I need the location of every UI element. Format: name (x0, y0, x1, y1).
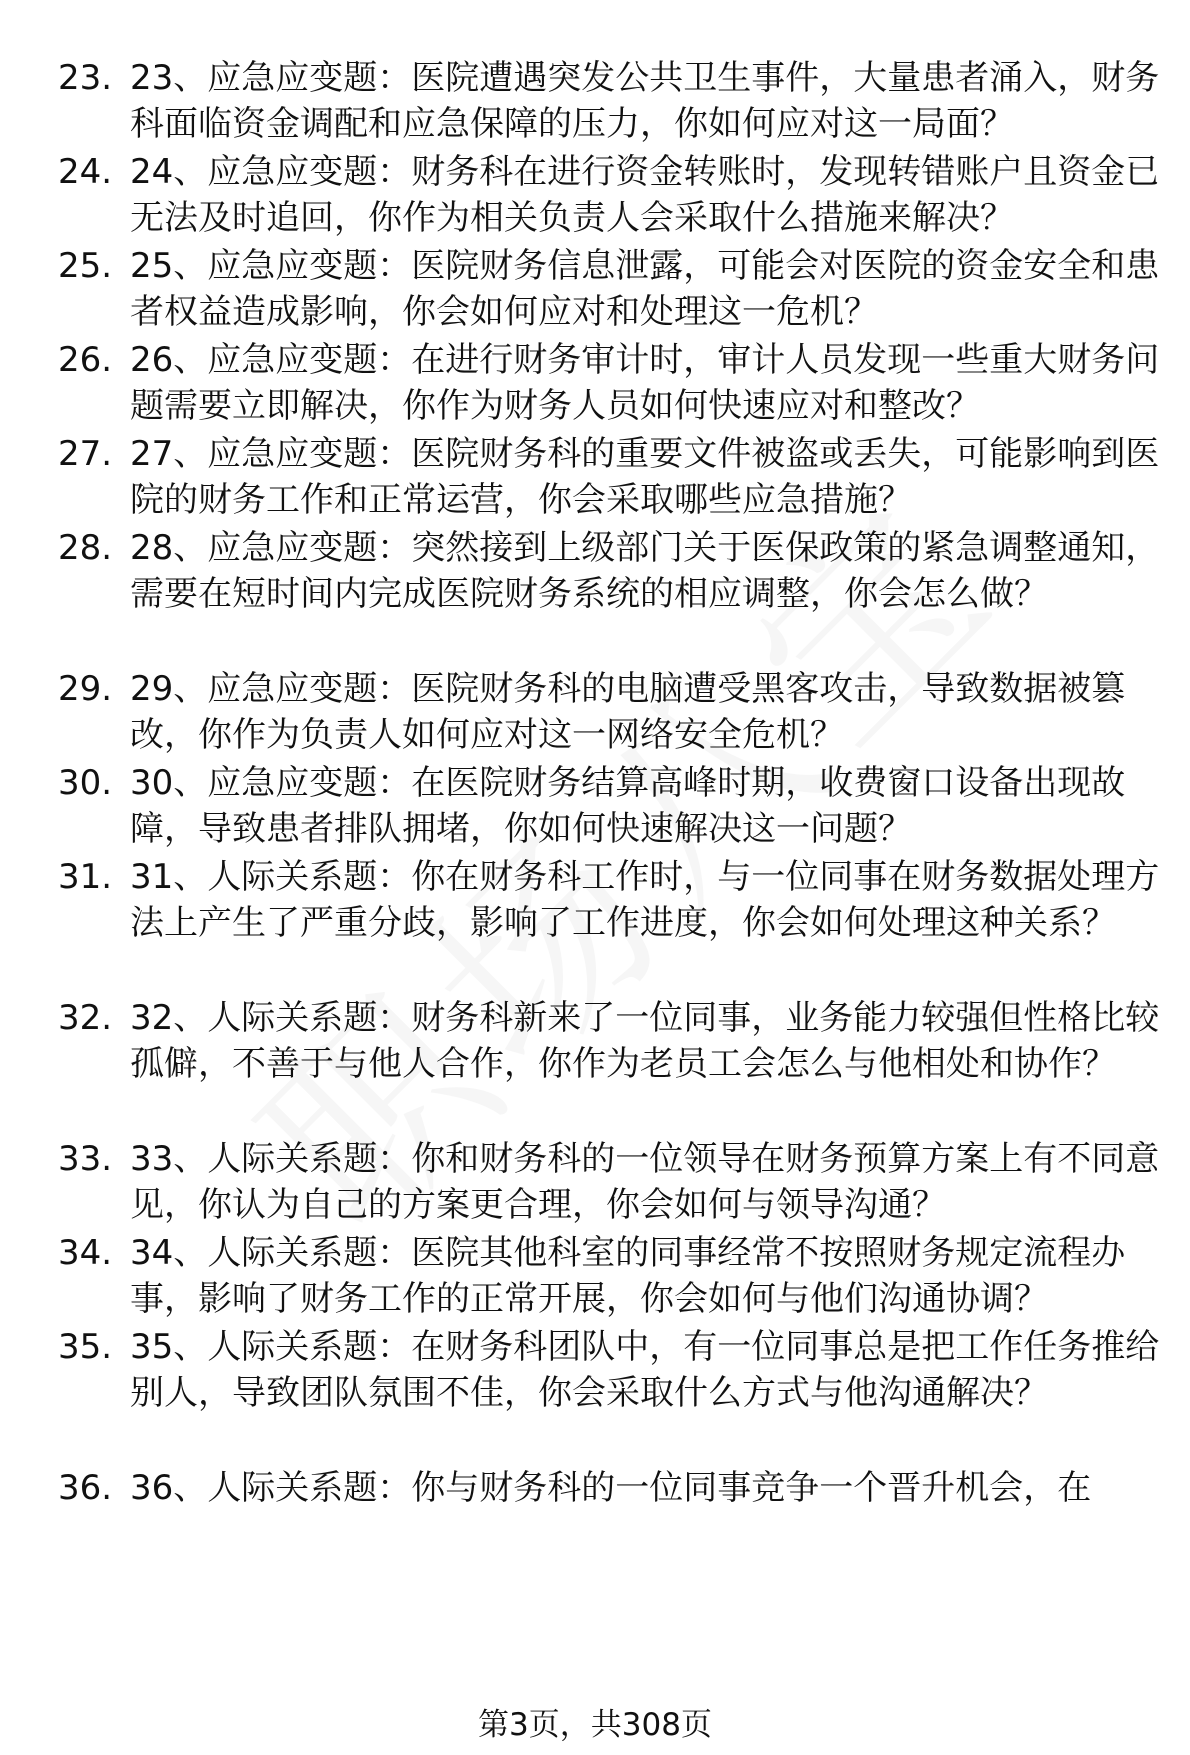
item-number: 36. (58, 1468, 113, 1508)
item-number: 28. (58, 528, 113, 568)
item-text: 28、应急应变题：突然接到上级部门关于医保政策的紧急调整通知，需要在短时间内完成医院财务系统的相应调整，你会怎么做？ (130, 528, 1160, 614)
item-number: 26. (58, 340, 113, 380)
item-text: 24、应急应变题：财务科在进行资金转账时，发现转错账户且资金已无法及时追回，你作为相关负责人会采取什么措施来解决？ (130, 152, 1160, 238)
item-number: 24. (58, 152, 113, 192)
item-text: 32、人际关系题：财务科新来了一位同事，业务能力较强但性格比较孤僻，不善于与他人合作，你作为老员工会怎么与他相处和协作？ (130, 998, 1160, 1084)
item-text: 23、应急应变题：医院遭遇突发公共卫生事件，大量患者涌入，财务科面临资金调配和应急保障的压力，你如何应对这一局面？ (130, 58, 1160, 144)
item-text: 33、人际关系题：你和财务科的一位领导在财务预算方案上有不同意见，你认为自己的方案更合理，你会如何与领导沟通？ (130, 1139, 1160, 1225)
item-number: 35. (58, 1327, 113, 1367)
item-text: 36、人际关系题：你与财务科的一位同事竞争一个晋升机会，在 (130, 1468, 1092, 1508)
item-text: 30、应急应变题：在医院财务结算高峰时期，收费窗口设备出现故障，导致患者排队拥堵，你如何快速解决这一问题？ (130, 763, 1126, 849)
item-number: 29. (58, 669, 113, 709)
item-text: 25、应急应变题：医院财务信息泄露，可能会对医院的资金安全和患者权益造成影响，你会如何应对和处理这一危机？ (130, 246, 1160, 332)
item-number: 23. (58, 58, 113, 98)
item-number: 31. (58, 857, 113, 897)
item-text: 29、应急应变题：医院财务科的电脑遭受黑客攻击，导致数据被篡改，你作为负责人如何应对这一网络安全危机？ (130, 669, 1126, 755)
item-number: 25. (58, 246, 113, 286)
item-text: 34、人际关系题：医院其他科室的同事经常不按照财务规定流程办事，影响了财务工作的正常开展，你会如何与他们沟通协调？ (130, 1233, 1126, 1319)
item-text: 26、应急应变题：在进行财务审计时，审计人员发现一些重大财务问题需要立即解决，你作为财务人员如何快速应对和整改？ (130, 340, 1160, 426)
item-text: 35、人际关系题：在财务科团队中，有一位同事总是把工作任务推给别人，导致团队氛围不佳，你会采取什么方式与他沟通解决？ (130, 1327, 1160, 1413)
item-number: 30. (58, 763, 113, 803)
item-number: 27. (58, 434, 113, 474)
page-footer: 第3页，共308页 (478, 1707, 712, 1743)
item-number: 32. (58, 998, 113, 1038)
item-number: 33. (58, 1139, 113, 1179)
item-text: 27、应急应变题：医院财务科的重要文件被盗或丢失，可能影响到医院的财务工作和正常运营，你会采取哪些应急措施？ (130, 434, 1160, 520)
item-text: 31、人际关系题：你在财务科工作时，与一位同事在财务数据处理方法上产生了严重分歧，影响了工作进度，你会如何处理这种关系？ (130, 857, 1160, 943)
item-number: 34. (58, 1233, 113, 1273)
